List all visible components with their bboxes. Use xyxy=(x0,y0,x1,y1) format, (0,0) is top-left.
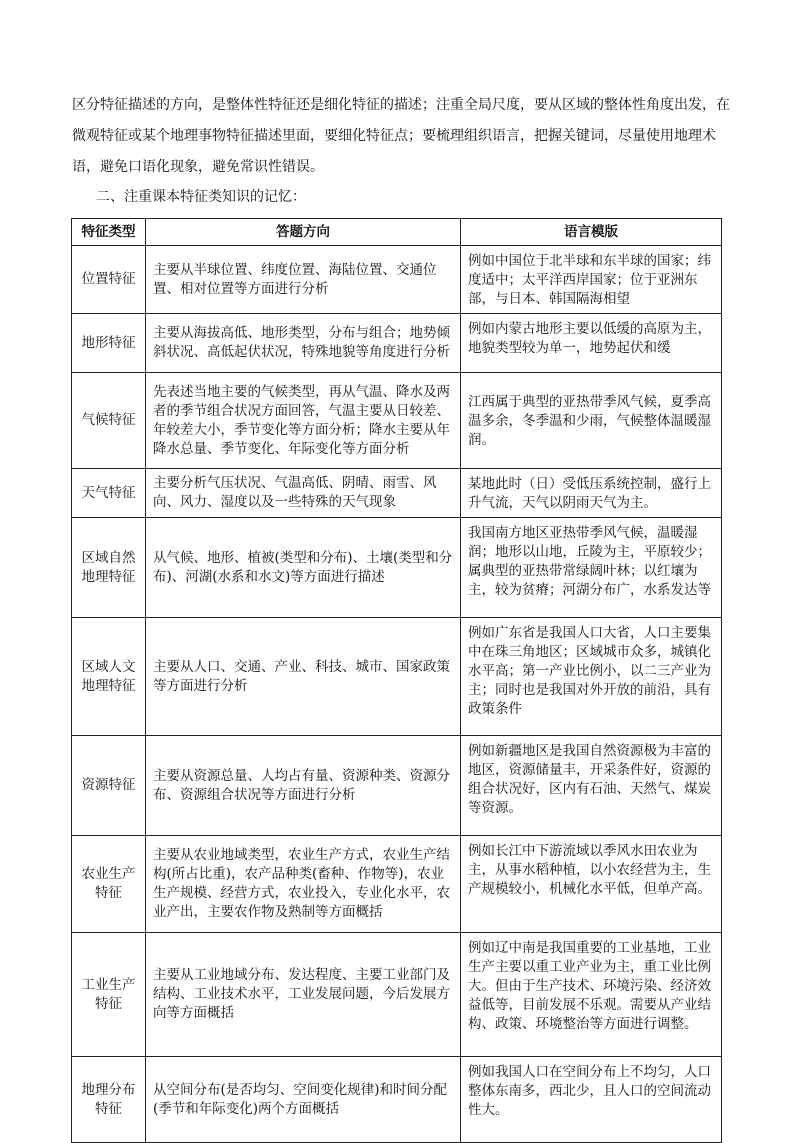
table-row xyxy=(72,836,722,933)
table-row xyxy=(72,314,722,373)
language-template: 江西属于典型的亚热带季风气候，夏季高温多余，冬季温和少雨，气候整体温暖湿润。 xyxy=(461,373,722,469)
feature-type: 区域自然地理特征 xyxy=(72,518,146,618)
answer-direction: 主要从人口、交通、产业、科技、城市、国家政策等方面进行分析 xyxy=(146,618,461,736)
header-direction: 答题方向 xyxy=(146,219,461,246)
table-row xyxy=(72,618,722,736)
feature-type: 工业生产特征 xyxy=(72,933,146,1057)
table-row xyxy=(72,736,722,836)
answer-direction: 主要从资源总量、人均占有量、资源种类、资源分布、资源组合状况等方面进行分析 xyxy=(146,736,461,836)
answer-direction: 主要分析气压状况、气温高低、阴晴、雨雪、风向、风力、湿度以及一些特殊的天气现象 xyxy=(146,469,461,518)
language-template: 某地此时（日）受低压系统控制，盛行上升气流，天气以阴雨天气为主。 xyxy=(461,469,722,518)
answer-direction: 主要从农业地域类型，农业生产方式，农业生产结构(所占比重)，农产品种类(畜种、作物等)，农业生产规模、经营方式，农业投入，专业化水平，农业产出，主要农作物及熟制等方面概括 xyxy=(146,836,461,933)
feature-type: 位置特征 xyxy=(72,246,146,314)
feature-type: 天气特征 xyxy=(72,469,146,518)
table-header-row xyxy=(72,219,722,246)
answer-direction: 先表述当地主要的气候类型，再从气温、降水及两者的季节组合状况方面回答，气温主要从日较差、年较差大小，季节变化等方面分析；降水主要从年降水总量、季节变化、年际变化等方面分析 xyxy=(146,373,461,469)
language-template: 例如中国位于北半球和东半球的国家；纬度适中；太平洋西岸国家；位于亚洲东部，与日本、韩国隔海相望 xyxy=(461,246,722,314)
answer-direction: 主要从海拔高低、地形类型，分布与组合；地势倾斜状况、高低起伏状况，特殊地貌等角度进行分析 xyxy=(146,314,461,373)
table-row xyxy=(72,373,722,469)
language-template: 例如内蒙古地形主要以低缓的高原为主，地貌类型较为单一，地势起伏和缓 xyxy=(461,314,722,373)
feature-table xyxy=(71,218,722,1143)
answer-direction: 从空间分布(是否均匀、空间变化规律)和时间分配(季节和年际变化)两个方面概括 xyxy=(146,1057,461,1143)
feature-type: 资源特征 xyxy=(72,736,146,836)
header-type: 特征类型 xyxy=(72,219,146,246)
feature-type: 气候特征 xyxy=(72,373,146,469)
table-row xyxy=(72,518,722,618)
table-row xyxy=(72,933,722,1057)
table-row xyxy=(72,1057,722,1143)
feature-type: 地形特征 xyxy=(72,314,146,373)
answer-direction: 从气候、地形、植被(类型和分布)、土壤(类型和分布)、河湖(水系和水文)等方面进行描述 xyxy=(146,518,461,618)
feature-type: 地理分布特征 xyxy=(72,1057,146,1143)
feature-type: 区域人文地理特征 xyxy=(72,618,146,736)
language-template: 我国南方地区亚热带季风气候，温暖湿润；地形以山地，丘陵为主，平原较少；属典型的亚热带常绿阔叶林；以红壤为主，较为贫瘠；河湖分布广，水系发达等 xyxy=(461,518,722,618)
language-template: 例如长江中下游流域以季风水田农业为主，从事水稻种植，以小农经营为主，生产规模较小，机械化水平低，但单产高。 xyxy=(461,836,722,933)
language-template: 例如广东省是我国人口大省，人口主要集中在珠三角地区；区域城市众多，城镇化水平高；第一产业比例小，以二三产业为主；同时也是我国对外开放的前沿，具有政策条件 xyxy=(461,618,722,736)
feature-type: 农业生产特征 xyxy=(72,836,146,933)
table-row xyxy=(72,469,722,518)
intro-paragraph: 区分特征描述的方向，是整体性特征还是细化特征的描述；注重全局尺度，要从区域的整体性角度出发，在微观特征或某个地理事物特征描述里面，要细化特征点；要梳理组织语言，把握关键词，尽量使用地理术语，避免口语化现象，避免常识性错误。 xyxy=(72,97,730,175)
answer-direction: 主要从半球位置、纬度位置、海陆位置、交通位置、相对位置等方面进行分析 xyxy=(146,246,461,314)
header-template: 语言模版 xyxy=(461,219,722,246)
table-row xyxy=(72,246,722,314)
language-template: 例如我国人口在空间分布上不均匀，人口整体东南多，西北少，且人口的空间流动性大。 xyxy=(461,1057,722,1143)
answer-direction: 主要从工业地域分布、发达程度、主要工业部门及结构、工业技术水平，工业发展问题，今后发展方向等方面概括 xyxy=(146,933,461,1057)
section-heading: 二、注重课本特征类知识的记忆： xyxy=(96,189,306,205)
language-template: 例如新疆地区是我国自然资源极为丰富的地区，资源储量丰，开采条件好，资源的组合状况好，区内有石油、天然气、煤炭等资源。 xyxy=(461,736,722,836)
language-template: 例如辽中南是我国重要的工业基地，工业生产主要以重工业产业为主，重工业比例大。但由于生产技术、环境污染、经济效益低等，目前发展不乐观。需要从产业结构、政策、环境整治等方面进行调整。 xyxy=(461,933,722,1057)
